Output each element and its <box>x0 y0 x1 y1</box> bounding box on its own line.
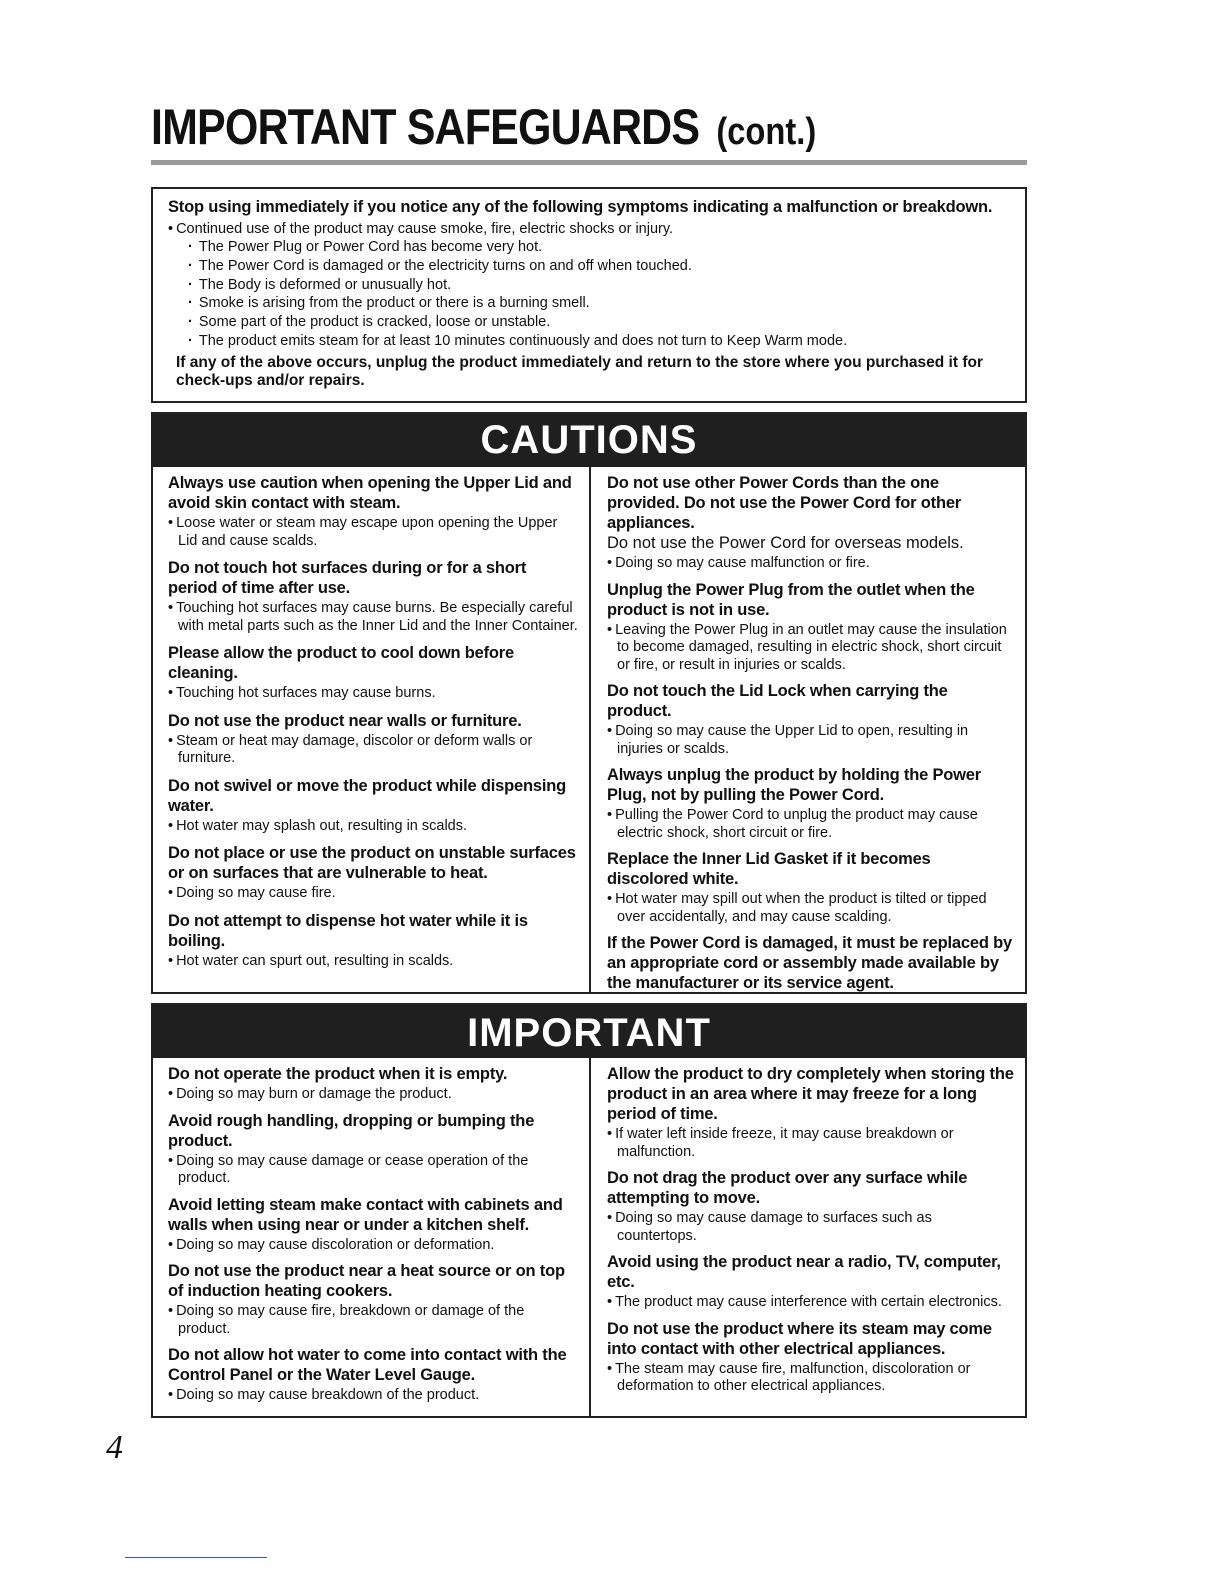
caution-title: Replace the Inner Lid Gasket if it becomes discolored white. <box>607 850 931 888</box>
symptom-item: · The Power Plug or Power Cord has become very hot. <box>188 238 1011 257</box>
caution-note: • Touching hot surfaces may cause burns. Be especially careful with metal parts such as the Inner Lid and the Inner Container. <box>168 600 579 635</box>
caution-note: • Steam or heat may damage, discolor or deform walls or furniture. <box>168 733 579 768</box>
title-suffix: (cont.) <box>716 111 817 153</box>
caution-title: Do not touch the Lid Lock when carrying the product. <box>607 682 948 720</box>
important-note: • Doing so may cause fire, breakdown or damage of the product. <box>168 1303 579 1338</box>
important-right-column <box>589 1058 1025 1416</box>
caution-item <box>168 711 579 768</box>
important-note: • Doing so may cause damage to surfaces such as countertops. <box>607 1210 1015 1245</box>
important-note: • The product may cause interference with certain electronics. <box>607 1294 1015 1312</box>
important-title: Avoid using the product near a radio, TV, computer, etc. <box>607 1253 1001 1291</box>
important-item <box>607 1252 1015 1312</box>
page-number: 4 <box>106 1429 123 1466</box>
caution-note: • Pulling the Power Cord to unplug the product may cause electric shock, short circuit or fire. <box>607 807 1015 842</box>
warning-heading: Stop using immediately if you notice any of the following symptoms indicating a malfunction or breakdown. <box>168 198 993 216</box>
caution-title: Do not touch hot surfaces during or for a short period of time after use. <box>168 559 527 597</box>
caution-item <box>607 473 1015 573</box>
important-item <box>168 1345 579 1405</box>
symptom-item: · The Body is deformed or unusually hot. <box>188 276 1011 295</box>
caution-title: Do not swivel or move the product while dispensing water. <box>168 776 566 815</box>
caution-item <box>607 765 1015 842</box>
important-title: Do not drag the product over any surface while attempting to move. <box>607 1169 968 1207</box>
caution-title: If the Power Cord is damaged, it must be replaced by an appropriate cord or assembly made available by the manufacturer or its service agent. <box>607 934 1012 992</box>
cautions-section <box>151 412 1027 994</box>
important-item <box>607 1168 1015 1245</box>
important-title: Do not allow hot water to come into contact with the Control Panel or the Water Level Gauge. <box>168 1346 567 1384</box>
caution-note: • Loose water or steam may escape upon opening the Upper Lid and cause scalds. <box>168 515 579 550</box>
important-item <box>607 1319 1015 1396</box>
caution-item <box>168 643 579 703</box>
symptom-item: · Smoke is arising from the product or there is a burning smell. <box>188 294 1011 313</box>
caution-note: • Doing so may cause malfunction or fire. <box>607 555 1015 573</box>
important-title: Do not operate the product when it is empty. <box>168 1065 508 1083</box>
important-note: • If water left inside freeze, it may cause breakdown or malfunction. <box>607 1126 1015 1161</box>
important-title: Do not use the product where its steam may come into contact with other electrical appliances. <box>607 1319 992 1358</box>
caution-note: • Hot water may spill out when the product is tilted or tipped over accidentally, and may cause scalding. <box>607 891 1015 926</box>
caution-title: Always unplug the product by holding the Power Plug, not by pulling the Power Cord. <box>607 766 981 804</box>
bottom-rule <box>125 1557 267 1558</box>
caution-title: Do not attempt to dispense hot water while it is boiling. <box>168 911 528 950</box>
caution-item <box>607 580 1015 675</box>
cautions-left-column <box>153 467 589 992</box>
important-title: Avoid rough handling, dropping or bumping the product. <box>168 1111 535 1150</box>
important-note: • Doing so may cause discoloration or deformation. <box>168 1237 579 1255</box>
title-rule <box>151 160 1027 165</box>
important-note: • Doing so may burn or damage the product. <box>168 1086 579 1104</box>
important-item <box>168 1261 579 1338</box>
caution-note: • Touching hot surfaces may cause burns. <box>168 685 579 703</box>
title-main: IMPORTANT SAFEGUARDS <box>151 99 700 155</box>
caution-item <box>168 776 579 836</box>
caution-title: Do not use other Power Cords than the one provided. Do not use the Power Cord for other appliances. <box>607 474 962 532</box>
important-section <box>151 1003 1027 1418</box>
important-item <box>168 1111 579 1188</box>
page-title <box>151 92 816 167</box>
caution-title: Unplug the Power Plug from the outlet when the product is not in use. <box>607 580 975 619</box>
important-left-column <box>153 1058 589 1416</box>
important-banner: IMPORTANT <box>153 1005 1025 1058</box>
caution-subtitle: Do not use the Power Cord for overseas models. <box>607 534 964 552</box>
symptom-item: · Some part of the product is cracked, loose or unstable. <box>188 313 1011 332</box>
caution-title: Please allow the product to cool down before cleaning. <box>168 644 514 682</box>
caution-title: Always use caution when opening the Upper Lid and avoid skin contact with steam. <box>168 474 572 512</box>
warning-lead: • Continued use of the product may cause smoke, fire, electric shocks or injury. <box>168 220 1011 238</box>
important-item <box>168 1064 579 1104</box>
caution-item <box>168 558 579 635</box>
important-title: Avoid letting steam make contact with cabinets and walls when using near or under a kitchen shelf. <box>168 1195 563 1234</box>
cautions-banner: CAUTIONS <box>153 414 1025 467</box>
caution-note: • Doing so may cause fire. <box>168 885 579 903</box>
caution-title: Do not place or use the product on unstable surfaces or on surfaces that are vulnerable to heat. <box>168 844 576 882</box>
cautions-columns <box>153 467 1025 992</box>
important-title: Allow the product to dry completely when storing the product in an area where it may freeze for a long period of time. <box>607 1065 1014 1123</box>
symptom-item: · The product emits steam for at least 10 minutes continuously and does not turn to Keep Warm mode. <box>188 332 1011 351</box>
symptom-list <box>168 238 1011 351</box>
important-item <box>168 1195 579 1255</box>
caution-title: Do not use the product near walls or furniture. <box>168 711 522 730</box>
important-note: • Doing so may cause damage or cease operation of the product. <box>168 1153 579 1188</box>
caution-note: • Hot water may splash out, resulting in scalds. <box>168 818 579 836</box>
symptom-item: · The Power Cord is damaged or the electricity turns on and off when touched. <box>188 257 1011 276</box>
important-columns <box>153 1058 1025 1416</box>
warning-footer: If any of the above occurs, unplug the product immediately and return to the store where you purchased it for check-ups and/or repairs. <box>176 353 983 390</box>
caution-item <box>607 849 1015 926</box>
caution-item <box>168 843 579 903</box>
cautions-right-column <box>589 467 1025 992</box>
caution-item <box>607 681 1015 758</box>
caution-item <box>607 933 1015 993</box>
important-note: • The steam may cause fire, malfunction, discoloration or deformation to other electrical appliances. <box>607 1361 1015 1396</box>
caution-item <box>168 911 579 971</box>
caution-note: • Leaving the Power Plug in an outlet may cause the insulation to become damaged, resulting in electric shock, short circuit or fire, or result in injuries or scalds. <box>607 622 1015 675</box>
important-note: • Doing so may cause breakdown of the product. <box>168 1387 579 1405</box>
important-title: Do not use the product near a heat source or on top of induction heating cookers. <box>168 1262 565 1300</box>
caution-note: • Doing so may cause the Upper Lid to open, resulting in injuries or scalds. <box>607 723 1015 758</box>
caution-item <box>168 473 579 550</box>
important-item <box>607 1064 1015 1161</box>
malfunction-warning-box <box>151 187 1027 403</box>
caution-note: • Hot water can spurt out, resulting in scalds. <box>168 953 579 971</box>
